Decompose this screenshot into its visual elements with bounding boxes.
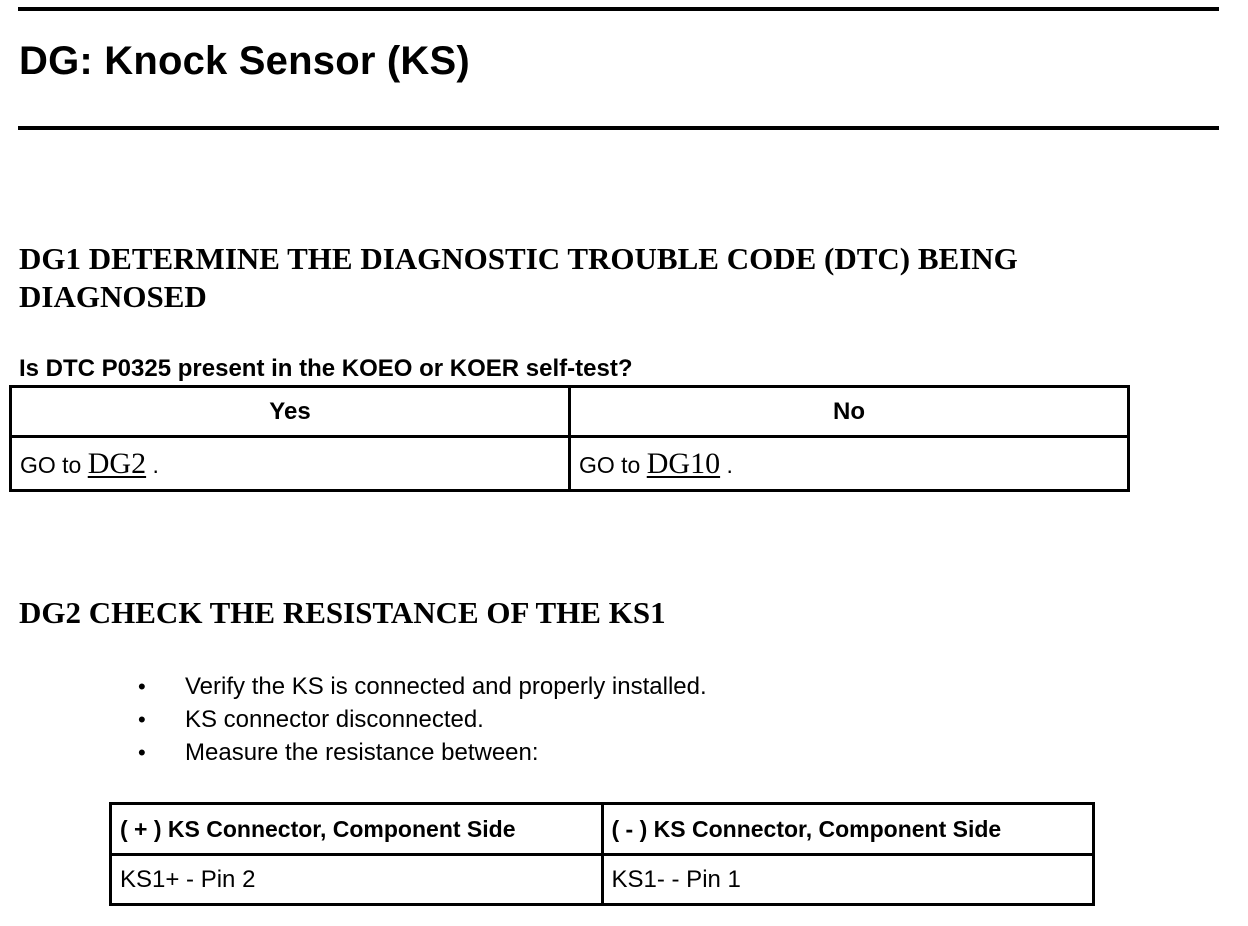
title-divider <box>18 126 1219 130</box>
table-row <box>11 437 1129 491</box>
positive-connector-header: ( + ) KS Connector, Component Side <box>111 804 603 855</box>
list-item <box>132 703 707 736</box>
positive-pin-cell: KS1+ - Pin 2 <box>111 855 603 905</box>
list-item <box>132 736 707 769</box>
bullet-icon: • <box>138 740 146 765</box>
table-row <box>111 855 1094 905</box>
yes-action-prefix: GO to <box>20 451 88 478</box>
table-header-row <box>111 804 1094 855</box>
negative-pin-cell: KS1- - Pin 1 <box>602 855 1094 905</box>
yes-action-suffix: . <box>146 451 159 478</box>
no-column-header: No <box>570 387 1129 437</box>
dg1-heading: DG1 DETERMINE THE DIAGNOSTIC TROUBLE CODE (DTC) BEING DIAGNOSED <box>19 241 1018 314</box>
top-divider <box>18 7 1219 11</box>
dg1-answer-table <box>9 385 1130 492</box>
no-action-cell <box>570 437 1129 491</box>
yes-action-cell <box>11 437 570 491</box>
negative-connector-header: ( - ) KS Connector, Component Side <box>602 804 1094 855</box>
yes-column-header: Yes <box>11 387 570 437</box>
page-title: DG: Knock Sensor (KS) <box>19 39 470 83</box>
dg2-heading: DG2 CHECK THE RESISTANCE OF THE KS1 <box>19 595 666 630</box>
no-action-suffix: . <box>720 451 733 478</box>
go-to-dg2-link[interactable]: DG2 <box>87 446 147 480</box>
list-item <box>132 670 707 703</box>
no-action-prefix: GO to <box>579 451 647 478</box>
dg2-steps-list <box>132 670 707 769</box>
bullet-icon: • <box>138 674 146 699</box>
dg1-question: Is DTC P0325 present in the KOEO or KOER self-test? <box>19 355 633 382</box>
step-text: Measure the resistance between: <box>185 739 539 766</box>
go-to-dg10-link[interactable]: DG10 <box>646 446 721 480</box>
bullet-icon: • <box>138 707 146 732</box>
step-text: Verify the KS is connected and properly installed. <box>185 673 707 700</box>
dg2-pin-table <box>109 802 1095 906</box>
step-text: KS connector disconnected. <box>185 706 484 733</box>
table-header-row <box>11 387 1129 437</box>
